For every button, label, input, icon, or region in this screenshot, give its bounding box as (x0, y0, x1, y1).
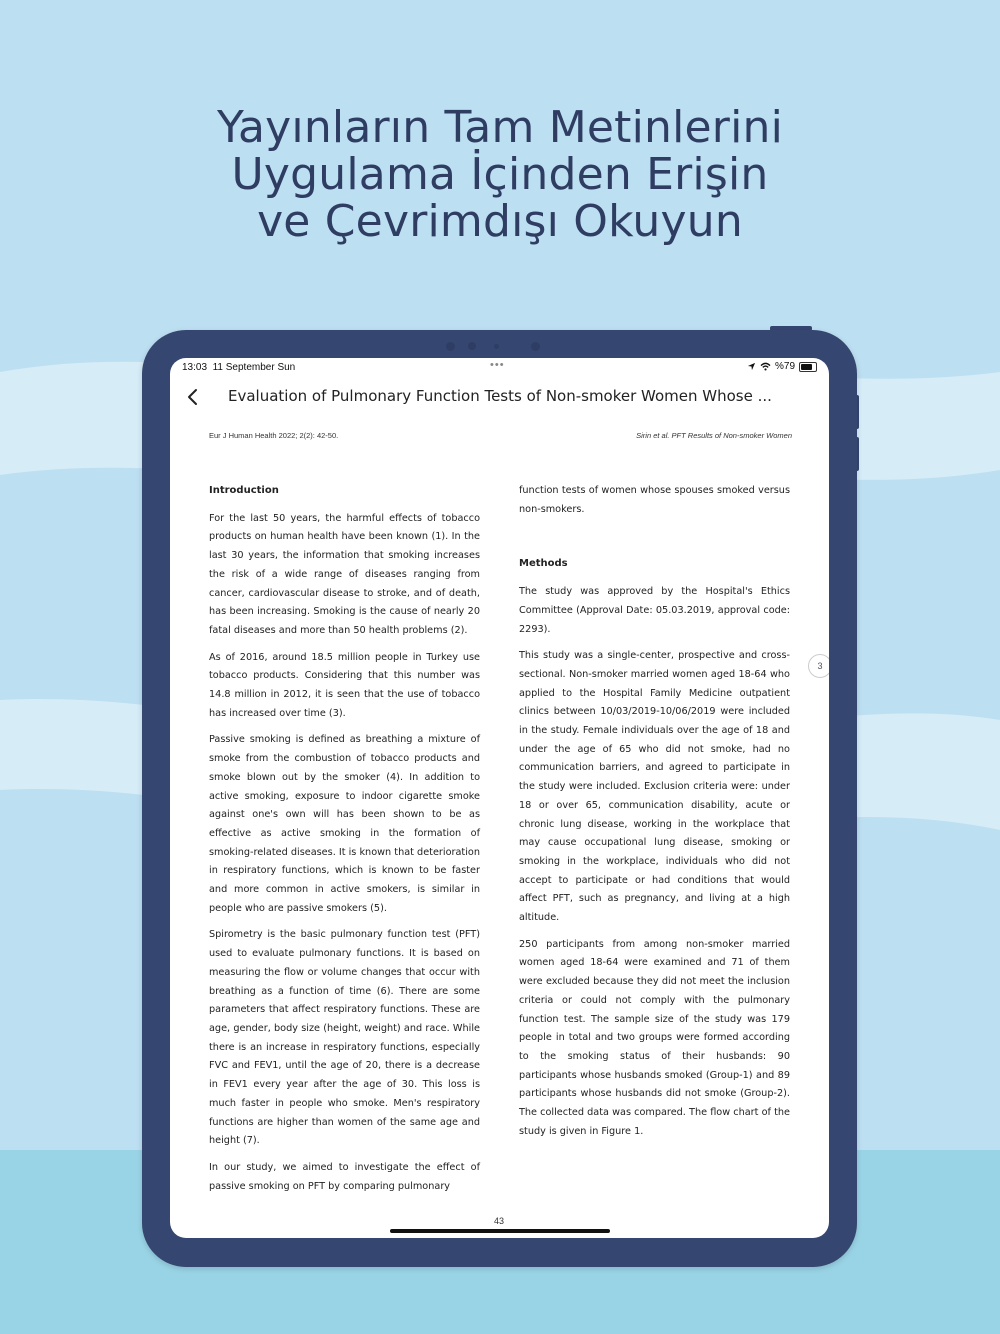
section-heading-methods: Methods (519, 558, 568, 570)
battery-icon (799, 362, 817, 372)
chevron-left-icon (178, 382, 208, 412)
paragraph: 250 participants from among non-smoker married women aged 18-64 were examined and 71 of them were excluded because they did not meet the inclusion criteria or could not comply with the pulmonary function test. The sample size of the study was 179 people in total and two groups were formed according to the smoking status of their husbands: 90 participants whose husbands smoked (Group-1) and 89 participants whose husbands did not smoke (Group-2). The collected data was compared. The flow chart of the study is given in Figure 1. (519, 938, 790, 1137)
battery-fill (801, 364, 812, 370)
camera-icon (446, 342, 455, 351)
paragraph: In our study, we aimed to investigate the effect of passive smoking on PFT by comparing pulmonary (209, 1161, 480, 1192)
location-icon (747, 362, 756, 371)
tablet-frame (142, 330, 857, 1267)
navigation-bar (170, 378, 829, 416)
page-indicator-badge[interactable]: 3 (808, 654, 829, 678)
headline (0, 104, 1000, 245)
paragraph: Spirometry is the basic pulmonary function test (PFT) used to evaluate pulmonary functions. It is based on measuring the flow or volume changes that occur with breathing as a function of time (6). There are some parameters that affect respiratory functions. These are age, gender, body size (height, weight) and race. While there is an increase in respiratory functions, especially FVC and FEV1, until the age of 20, there is a decrease in FEV1 every year after the age of 30. This loss is much faster in people who smoke. Men's respiratory functions are higher than women of the same age and height (7). (209, 929, 480, 1147)
multitask-dots[interactable]: ••• (490, 359, 505, 371)
left-column (209, 482, 480, 1204)
page-number: 43 (494, 1216, 505, 1226)
section-heading-introduction: Introduction (209, 485, 279, 496)
tablet-screen (170, 358, 829, 1238)
back-button[interactable] (178, 382, 208, 412)
paragraph: This study was a single-center, prospective and cross-sectional. Non-smoker married women aged 18-64 who applied to the Hospital Family Medicine outpatient clinics between 10/03/2019-10/06/2019 were included in the study. Female individuals over the age of 18 and under the age of 65 who did not smoke, had no communication barriers, and agreed to participate in the study were included. Exclusion criteria were: under 18 or over 65, communication disability, acute or chronic lung disease, working in the workplace that may cause occupational lung disease, smoking or smoking in the workplace, individuals who did not accept to participate or had conditions that would affect PFT, such as pregnancy, and living at a high altitude. (519, 650, 790, 924)
paragraph: As of 2016, around 18.5 million people in Turkey use tobacco products. Considering that this number was 14.8 million in 2012, it is seen that the use of tobacco has increased over time (3). (209, 651, 480, 719)
sensor-dot-3 (531, 342, 540, 351)
sensor-dot-1 (468, 342, 476, 350)
headline-line-1: Yayınların Tam Metinlerini (216, 102, 784, 153)
running-head-left: Eur J Human Health 2022; 2(2): 42-50. (209, 431, 339, 440)
sensor-dot-2 (494, 344, 499, 349)
headline-line-3: ve Çevrimdışı Okuyun (257, 196, 743, 247)
status-time: 13:03 (182, 362, 208, 373)
right-column (519, 482, 790, 1150)
paragraph: For the last 50 years, the harmful effects of tobacco products on human health have been known (1). In the last 30 years, the information that smoking increases the risk of a wide range of diseases ranging from cancer, cardiovascular disease to stroke, and of death, has been increasing. Smoking is the cause of nearly 20 fatal diseases and more than 50 health problems (2). (209, 512, 480, 636)
wifi-icon (760, 362, 771, 371)
headline-line-2: Uygulama İçinden Erişin (231, 149, 769, 200)
article-title: Evaluation of Pulmonary Function Tests of Non-smoker Women Whose ... (228, 387, 772, 405)
paragraph: function tests of women whose spouses smoked versus non-smokers. (519, 485, 790, 515)
paragraph: The study was approved by the Hospital's Ethics Committee (Approval Date: 05.03.2019, approval code: 2293). (519, 586, 790, 635)
home-indicator[interactable] (390, 1229, 610, 1233)
battery-percent: %79 (774, 361, 795, 372)
status-date: 11 September Sun (212, 362, 296, 373)
paragraph: Passive smoking is defined as breathing a mixture of smoke from the combustion of tobacco products and smoke blown out by the smoker (4). In addition to active smoking, exposure to indoor cigarette smoke against one's own will has been shown to be as effective as active smoking in the formation of smoking-related diseases. It is known that deterioration in respiratory functions, which is known to be faster and more common in active smokers, is similar in people who are passive smokers (5). (209, 734, 480, 914)
status-bar (170, 358, 829, 378)
running-head-right: Sirin et al. PFT Results of Non-smoker Women (636, 431, 792, 440)
pdf-page[interactable] (170, 416, 829, 1238)
